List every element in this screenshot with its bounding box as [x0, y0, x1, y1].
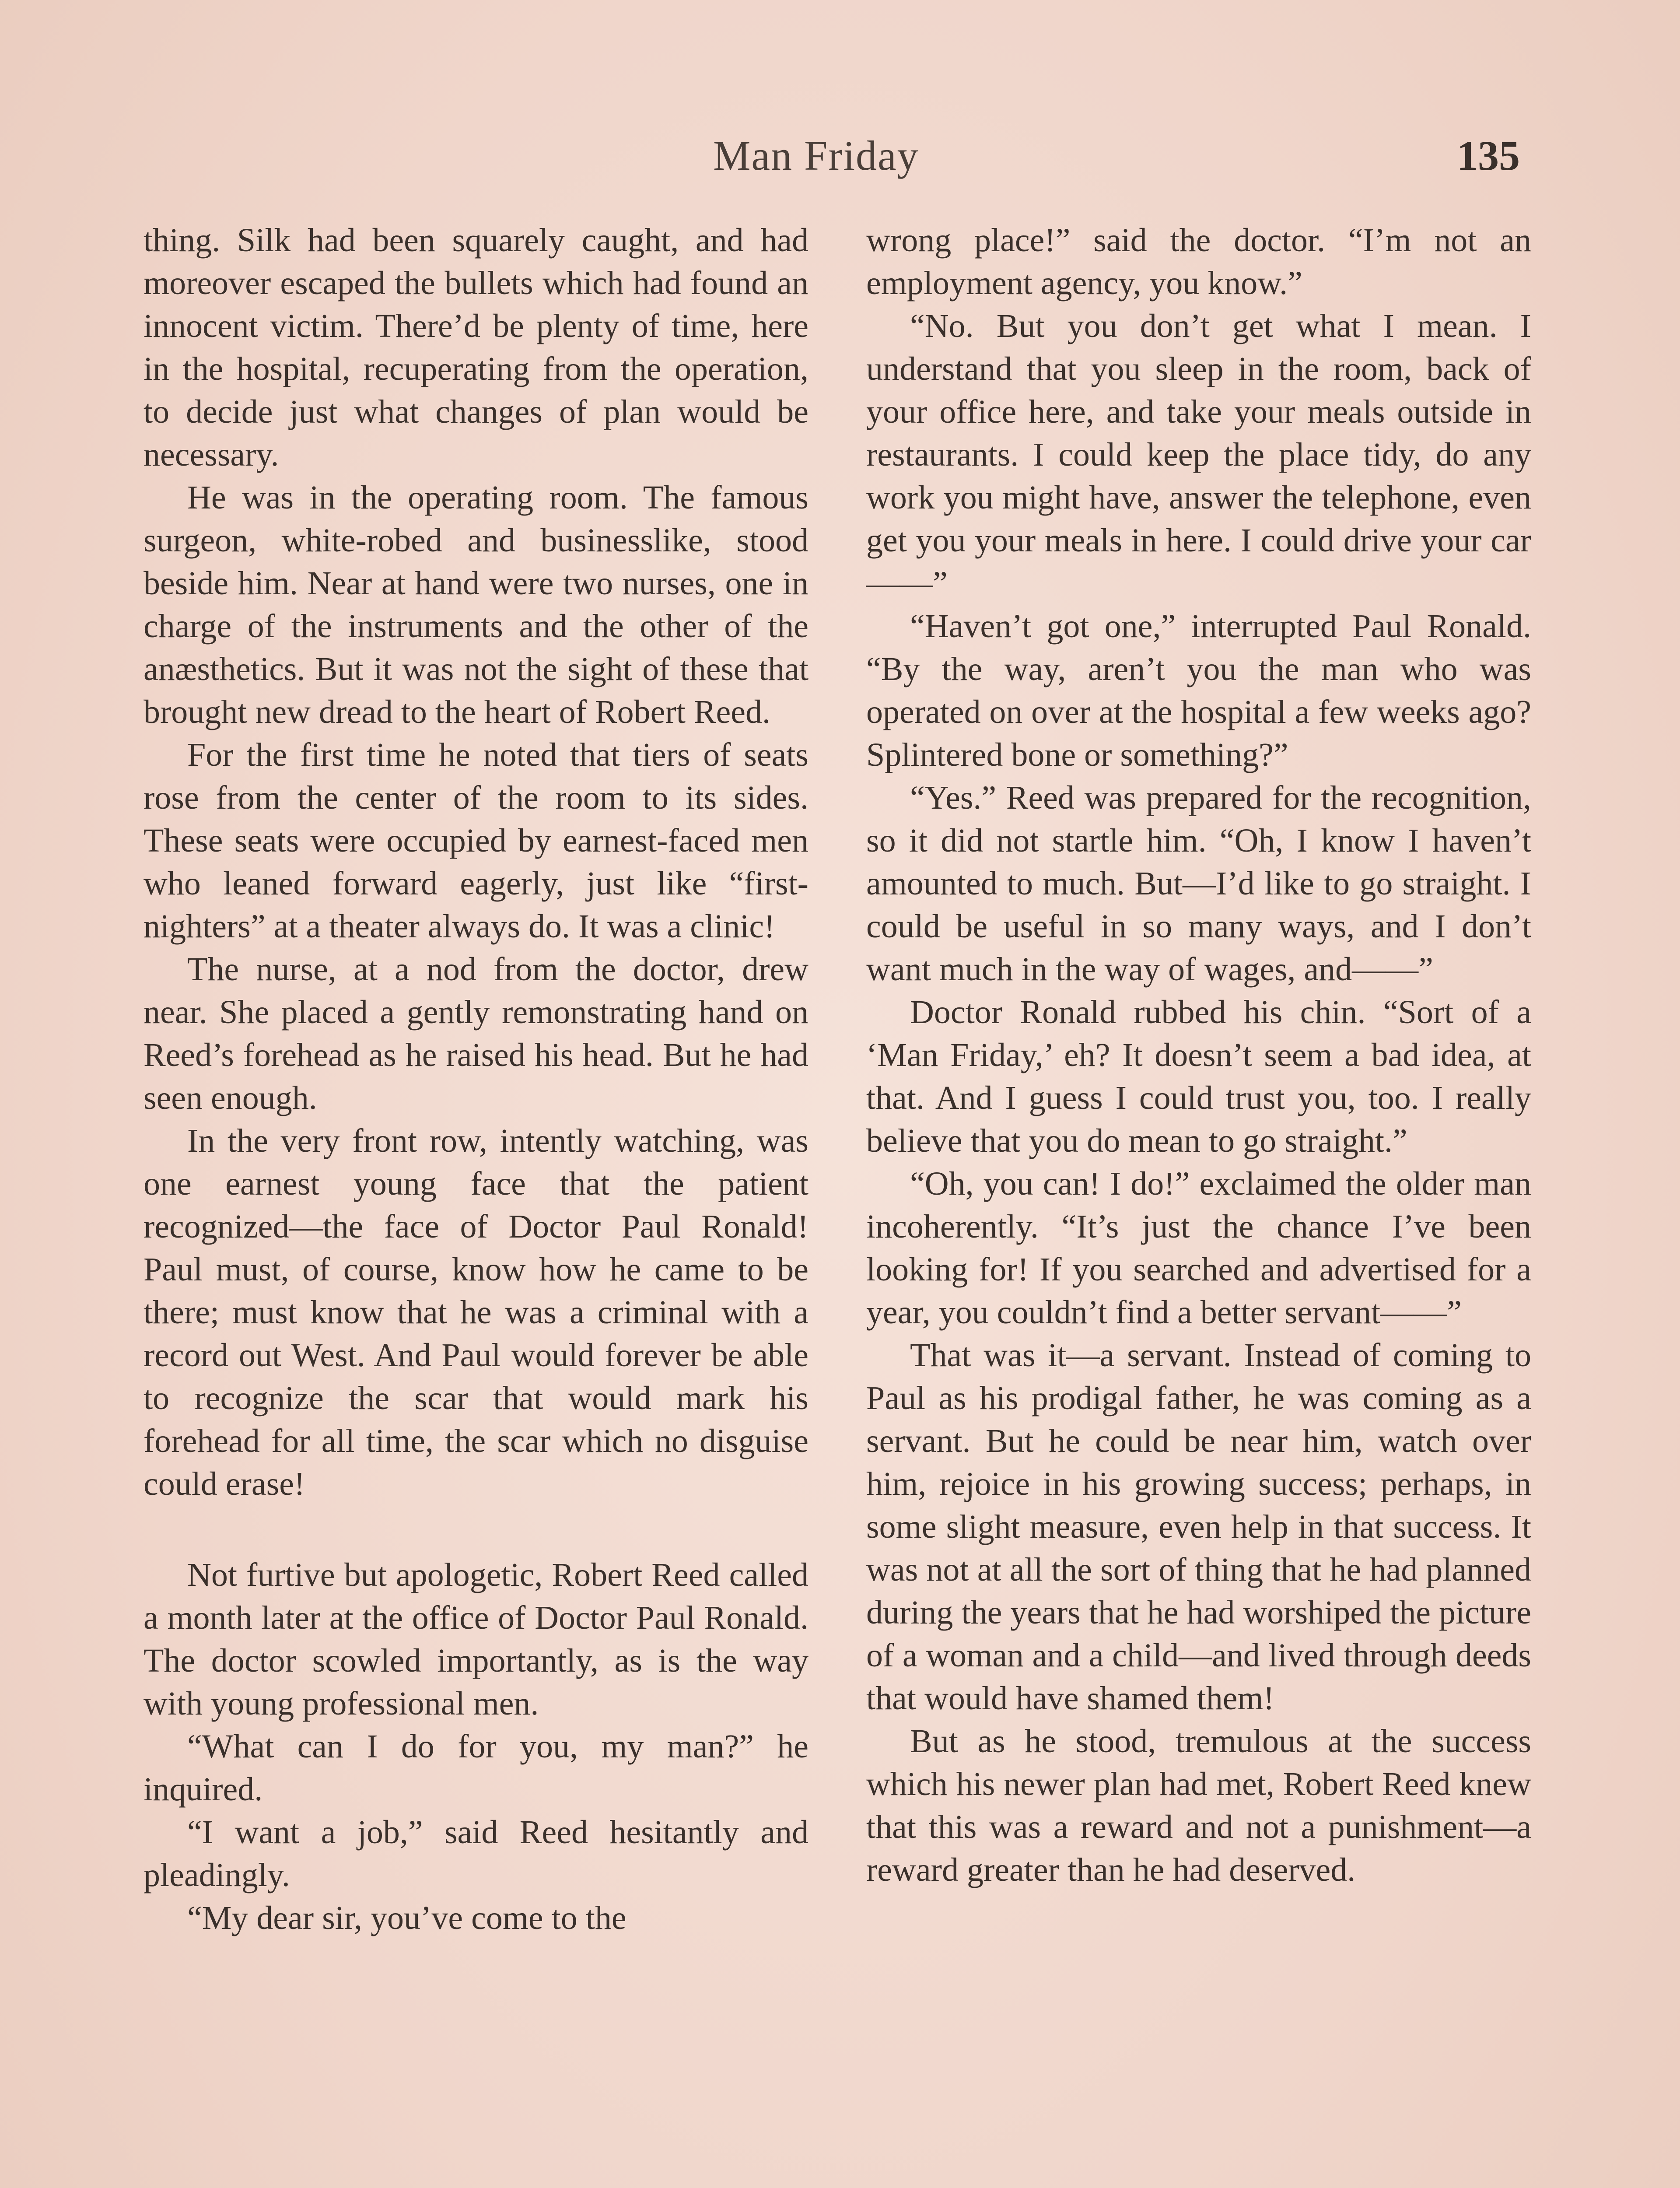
paragraph: Not furtive but apologetic, Robert Reed called a month later at the office of Doctor Paul Ronald. The doctor scowled importantly, as is the way with young professional men.	[144, 1557, 808, 1722]
page-header	[0, 131, 1680, 188]
paragraph: “No. But you don’t get what I mean. I understand that you sleep in the room, back of your office here, and take your meals outside in restaurants. I could keep the place tidy, do any work you might have, answer the telephone, even get you your meals in here. I could drive your car——”	[866, 308, 1531, 602]
paragraph: The nurse, at a nod from the doctor, drew near. She placed a gently remonstrating hand on Reed’s forehead as he raised his head. But he had seen enough.	[144, 951, 808, 1116]
paragraph: Doctor Ronald rubbed his chin. “Sort of a ‘Man Friday,’ eh? It doesn’t seem a bad idea, at that. And I guess I could trust you, too. I really believe that you do mean to go straight.”	[866, 994, 1531, 1159]
paragraph: “Oh, you can! I do!” exclaimed the older man incoherently. “It’s just the chance I’ve been looking for! If you searched and advertised for a year, you couldn’t find a better servant——”	[866, 1165, 1531, 1331]
paragraph: “Yes.” Reed was prepared for the recognition, so it did not startle him. “Oh, I know I haven’t amounted to much. But—I’d like to go straight. I could be useful in so many ways, and I don’t want much in the way of wages, and——”	[866, 779, 1531, 988]
paragraph: He was in the operating room. The famous surgeon, white-robed and businesslike, stood beside him. Near at hand were two nurses, one in charge of the instruments and the other of the anæsthetics. But it was not the sight of these that brought new dread to the heart of Robert Reed.	[144, 479, 808, 730]
section-break	[144, 1505, 808, 1553]
paragraph: wrong place!” said the doctor. “I’m not an employment agency, you know.”	[866, 222, 1531, 302]
right-column	[866, 219, 1531, 1891]
paragraph: That was it—a servant. Instead of coming to Paul as his prodigal father, he was coming as a servant. But he could be near him, watch over him, rejoice in his growing success; perhaps, in some slight measure, even help in that success. It was not at all the sort of thing that he had planned during the years that he had worshiped the picture of a woman and a child—and lived through deeds that would have shamed them!	[866, 1337, 1531, 1717]
paragraph: “I want a job,” said Reed hesitantly and pleadingly.	[144, 1814, 808, 1893]
left-column	[144, 219, 808, 1939]
paragraph: For the first time he noted that tiers of seats rose from the center of the room to its sides. These seats were occupied by earnest-faced men who leaned forward eagerly, just like “first-nighters” at a theater always do. It was a clinic!	[144, 736, 808, 945]
paragraph: “What can I do for you, my man?” he inquired.	[144, 1728, 808, 1808]
running-title: Man Friday	[713, 132, 919, 179]
paragraph: “My dear sir, you’ve come to the	[187, 1900, 626, 1936]
paragraph: But as he stood, tremulous at the success which his newer plan had met, Robert Reed knew that this was a reward and not a punishment—a reward greater than he had deserved.	[866, 1723, 1531, 1888]
paragraph: “Haven’t got one,” interrupted Paul Ronald. “By the way, aren’t you the man who was operated on over at the hospital a few weeks ago? Splintered bone or something?”	[866, 608, 1531, 773]
paragraph: thing. Silk had been squarely caught, and had moreover escaped the bullets which had found an innocent victim. There’d be plenty of time, here in the hospital, recuperating from the operation, to decide just what changes of plan would be necessary.	[144, 222, 808, 473]
page-number: 135	[1457, 132, 1520, 179]
paragraph: In the very front row, intently watching, was one earnest young face that the patient recognized—the face of Doctor Paul Ronald! Paul must, of course, know how he came to be there; must know that he was a criminal with a record out West. And Paul would forever be able to recognize the scar that would mark his forehead for all time, the scar which no disguise could erase!	[144, 1122, 808, 1502]
